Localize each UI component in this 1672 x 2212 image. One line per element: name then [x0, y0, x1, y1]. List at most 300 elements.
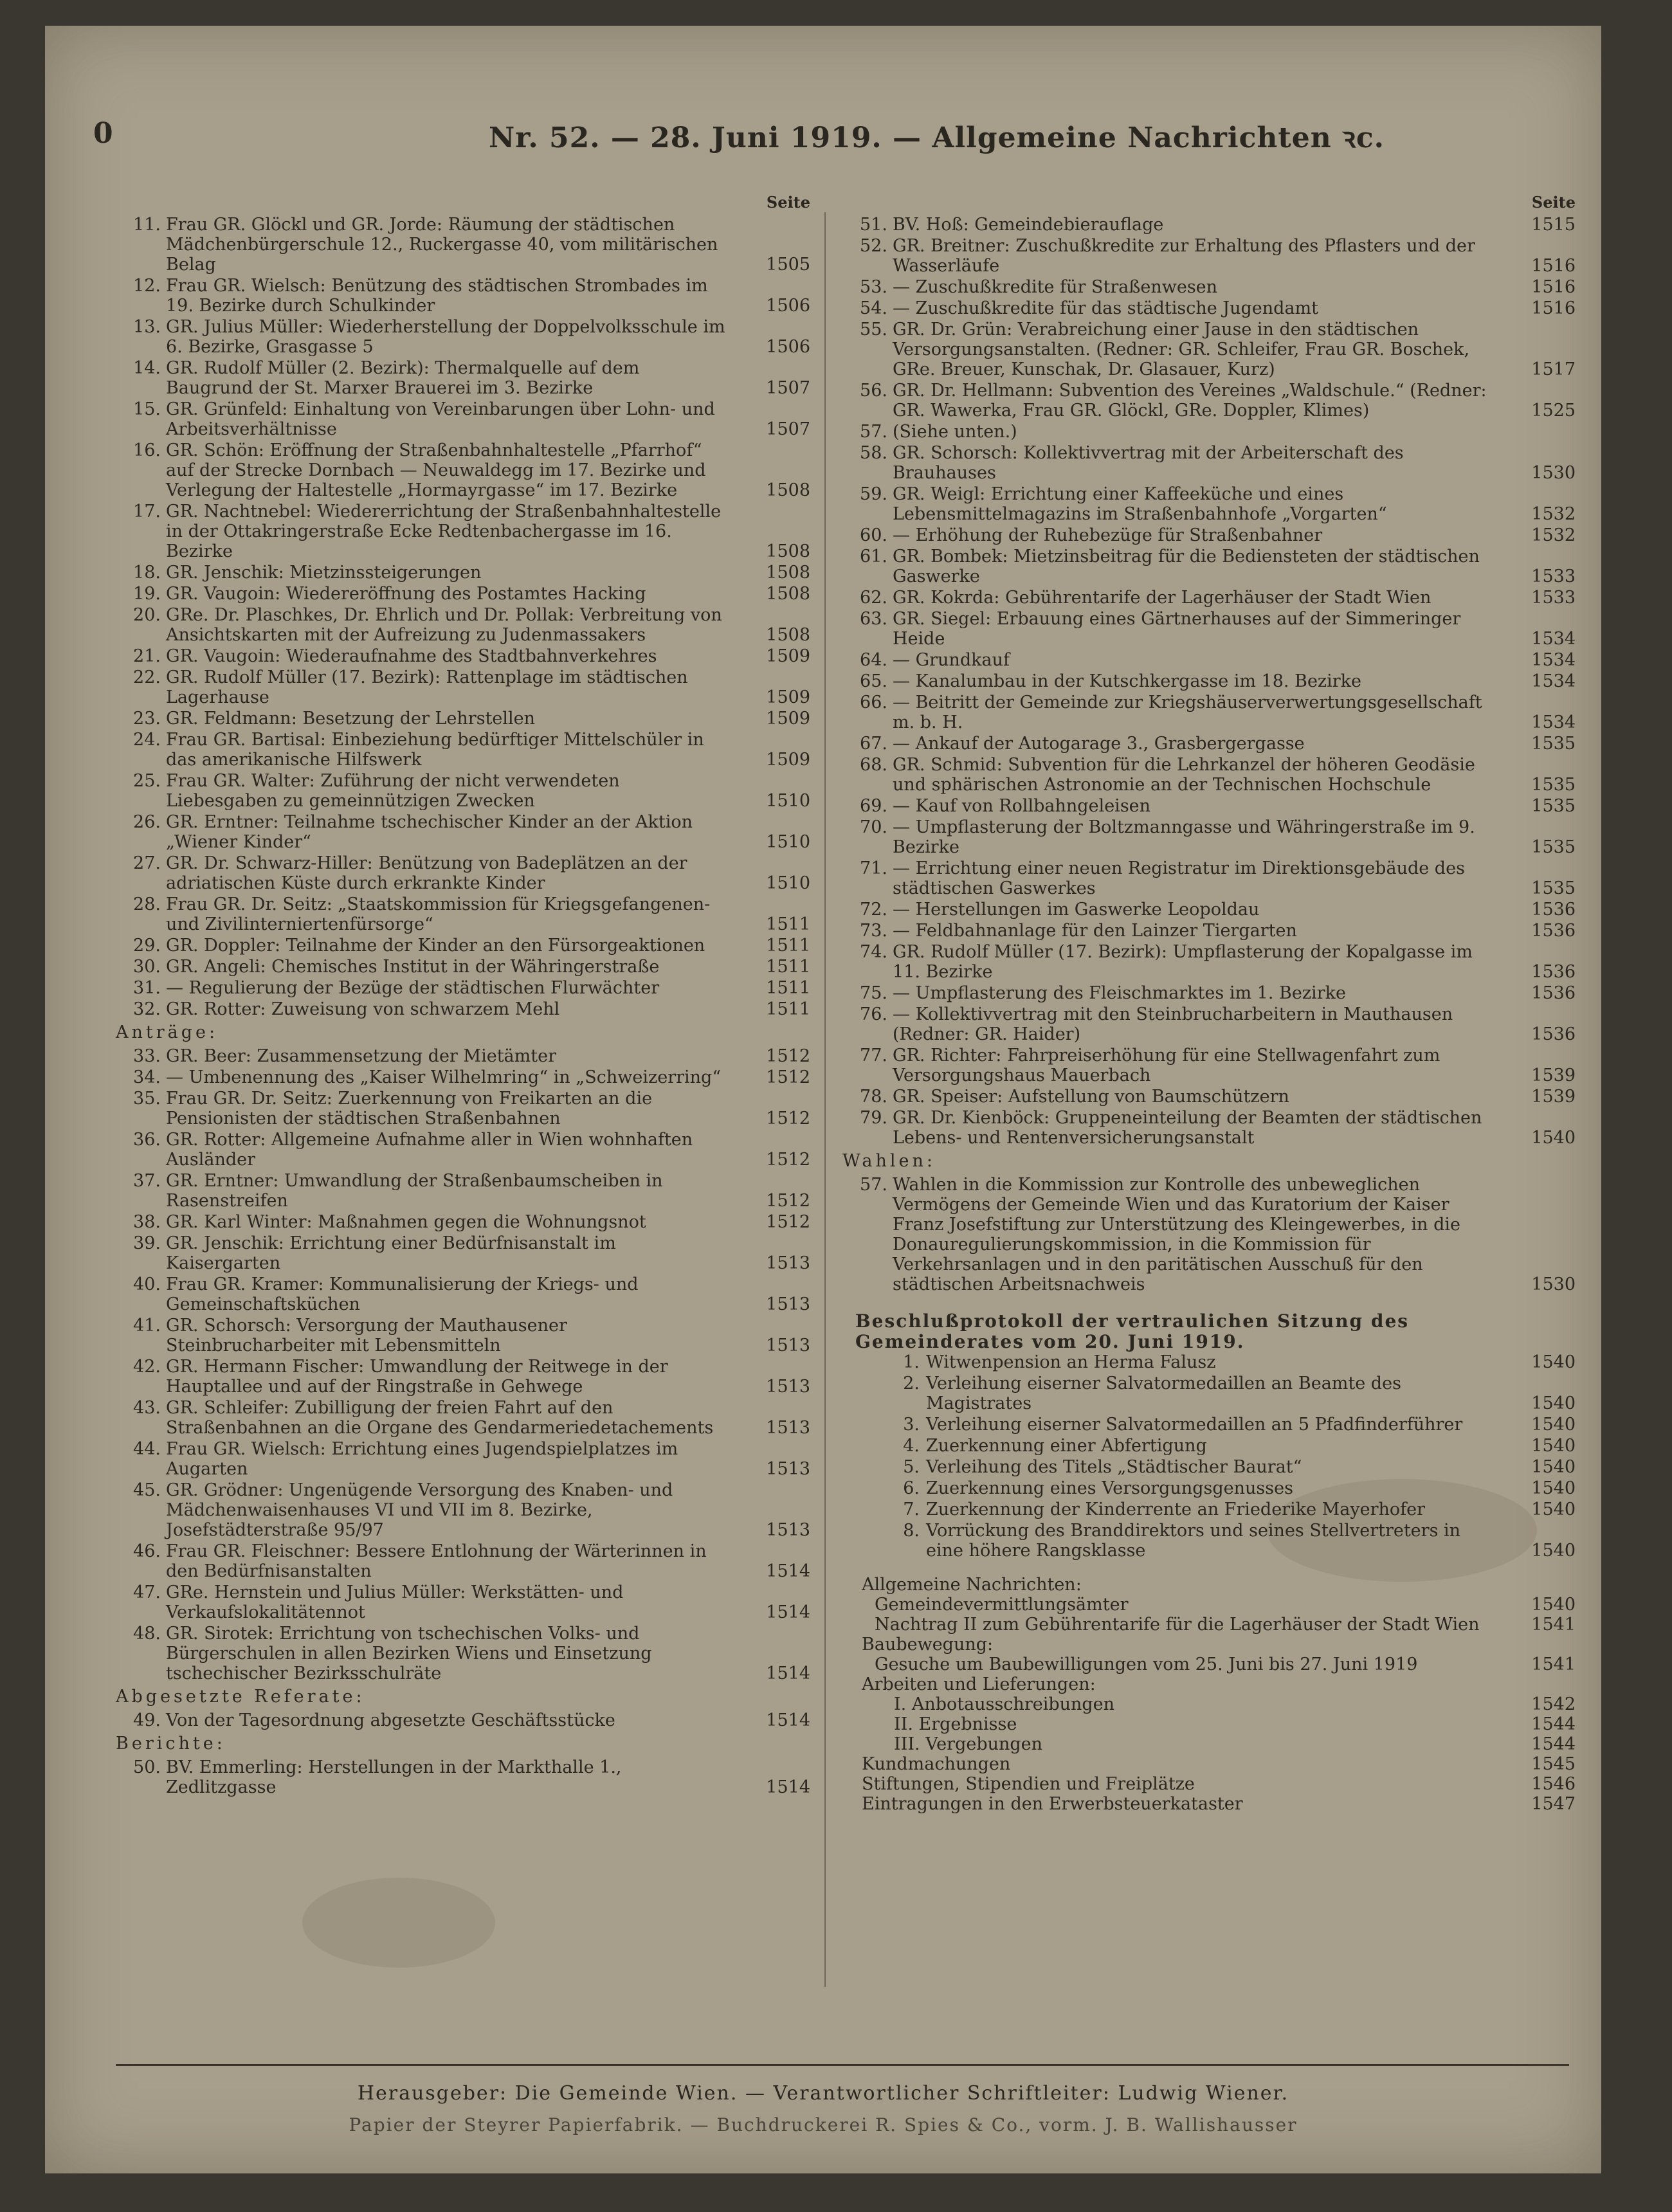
- entry-text: BV. Hoß: Gemeindebierauflage: [893, 215, 1164, 235]
- entry-page: 1510: [766, 832, 810, 852]
- footer-printer: Papier der Steyrer Papierfabrik. — Buchdruckerei R. Spies & Co., vorm. J. B. Wallishausser: [349, 2114, 1298, 2135]
- entry-page: 1506: [766, 296, 810, 316]
- entry-text: Frau GR. Fleischner: Bessere Entlohnung der Wärterinnen in den Bedürfnisanstalten: [166, 1541, 707, 1581]
- toc-entry: [116, 584, 810, 604]
- entry-page: 1514: [766, 1777, 810, 1797]
- misc-text: Baubewegung:: [862, 1635, 994, 1654]
- toc-entry: [842, 236, 1576, 276]
- entry-text: Vorrückung des Branddirektors und seines Stellvertreters in eine höhere Rangsklasse: [926, 1521, 1461, 1561]
- entry-page: 1510: [766, 873, 810, 893]
- resolution-heading: Beschlußprotokoll der vertraulichen Sitzung des Gemeinderates vom 20. Juni 1919.: [855, 1310, 1410, 1352]
- toc-entry: [842, 858, 1576, 898]
- toc-entry: [116, 1439, 810, 1479]
- entry-page: 1513: [766, 1253, 810, 1273]
- entry-page: 1530: [1531, 463, 1576, 483]
- entry-text: GR. Julius Müller: Wiederherstellung der Doppelvolksschule im 6. Bezirke, Grasgasse 5: [166, 317, 725, 357]
- toc-entry: [842, 1436, 1576, 1456]
- entry-page: 1508: [766, 480, 810, 500]
- entry-text: Frau GR. Wielsch: Benützung des städtischen Strombades im 19. Bezirke durch Schulkinder: [166, 276, 708, 316]
- toc-entry: [842, 671, 1576, 691]
- entry-page: 1508: [766, 563, 810, 583]
- entry-text: GR. Schön: Eröffnung der Straßenbahnhaltestelle „Pfarrhof“ auf der Strecke Dornbach — Neuwaldegg im 17. Bezirke und Verlegung der Haltestelle „Hormayrgasse“ im 17. Bezirke: [166, 440, 706, 500]
- toc-entry: [116, 646, 810, 666]
- toc-entry: [116, 667, 810, 707]
- misc-entry: [842, 1794, 1576, 1814]
- entry-page: 1536: [1531, 921, 1576, 941]
- toc-entry: [116, 1398, 810, 1438]
- entry-number: 14.: [133, 358, 161, 378]
- entry-number: 45.: [133, 1480, 161, 1500]
- toc-entry: [116, 1316, 810, 1355]
- misc-entry: [842, 1595, 1576, 1615]
- entry-page: 1509: [766, 750, 810, 770]
- entry-number: 57.: [860, 422, 887, 442]
- entry-text: GR. Rotter: Zuweisung von schwarzem Mehl: [166, 999, 560, 1019]
- entry-number: 25.: [133, 771, 161, 791]
- entry-number: 61.: [860, 547, 887, 567]
- entry-number: 41.: [133, 1316, 161, 1336]
- toc-entry: [116, 894, 810, 934]
- toc-entry: [116, 317, 810, 357]
- entry-number: 13.: [133, 317, 161, 337]
- entry-page: 1515: [1531, 215, 1576, 235]
- toc-entry: [842, 1500, 1576, 1519]
- toc-entry: [116, 440, 810, 500]
- entry-number: 71.: [860, 858, 887, 878]
- entry-text: GR. Grünfeld: Einhaltung von Vereinbarungen über Lohn- und Arbeitsverhältnisse: [166, 399, 715, 439]
- entry-page: 1512: [766, 1212, 810, 1232]
- toc-entry: [842, 1046, 1576, 1085]
- entry-page: 1534: [1531, 671, 1576, 691]
- entry-text: Frau GR. Glöckl und GR. Jorde: Räumung der städtischen Mädchenbürgerschule 12., Ruckergasse 40, vom militärischen Belag: [166, 215, 718, 275]
- entry-number: 3.: [903, 1415, 920, 1435]
- toc-entry: [842, 422, 1576, 442]
- entry-text: Frau GR. Walter: Zuführung der nicht verwendeten Liebesgaben zu gemeinnützigen Zwecken: [166, 771, 620, 811]
- toc-entry: [842, 1457, 1576, 1477]
- entry-page: 1512: [766, 1109, 810, 1129]
- section-head-wahlen: Wahlen:: [842, 1151, 936, 1171]
- toc-entry: [116, 605, 810, 645]
- entry-text: GR. Karl Winter: Maßnahmen gegen die Wohnungsnot: [166, 1212, 646, 1232]
- entry-page: 1540: [1531, 1415, 1576, 1435]
- entry-number: 36.: [133, 1130, 161, 1150]
- misc-page: 1547: [1531, 1794, 1576, 1814]
- entry-number: 39.: [133, 1233, 161, 1253]
- entry-page: 1513: [766, 1336, 810, 1355]
- entry-number: 11.: [133, 215, 161, 235]
- entry-page: 1540: [1531, 1478, 1576, 1498]
- entry-page: 1540: [1531, 1541, 1576, 1561]
- toc-entry: [116, 276, 810, 316]
- entry-page: 1513: [766, 1294, 810, 1314]
- entry-text: — Erhöhung der Ruhebezüge für Straßenbahner: [893, 525, 1323, 545]
- entry-text: — Herstellungen im Gaswerke Leopoldau: [893, 900, 1260, 920]
- misc-entry: [842, 1674, 1576, 1694]
- toc-entry: [116, 563, 810, 583]
- misc-text: Allgemeine Nachrichten:: [862, 1575, 1082, 1595]
- toc-entry: [842, 1521, 1576, 1561]
- toc-entry: [116, 1357, 810, 1397]
- entry-page: 1507: [766, 378, 810, 398]
- entry-text: Von der Tagesordnung abgesetzte Geschäftsstücke: [166, 1710, 615, 1730]
- entry-text: — Umbenennung des „Kaiser Wilhelmring“ in „Schweizerring“: [166, 1067, 722, 1087]
- entry-text: GR. Kokrda: Gebührentarife der Lagerhäuser der Stadt Wien: [893, 588, 1431, 608]
- misc-text: Nachtrag II zum Gebührentarife für die Lagerhäuser der Stadt Wien: [875, 1615, 1480, 1635]
- toc-entry: [116, 1067, 810, 1087]
- entry-page: 1514: [766, 1602, 810, 1622]
- misc-text: Eintragungen in den Erwerbsteuerkataster: [862, 1794, 1243, 1814]
- toc-entry: [842, 983, 1576, 1003]
- entry-number: 2.: [903, 1373, 920, 1393]
- entry-text: BV. Emmerling: Herstellungen in der Markthalle 1., Zedlitzgasse: [166, 1757, 622, 1797]
- misc-text: Stiftungen, Stipendien und Freiplätze: [862, 1774, 1195, 1794]
- entry-text: GR. Schorsch: Kollektivvertrag mit der Arbeiterschaft des Brauhauses: [893, 443, 1404, 483]
- entry-page: 1540: [1531, 1352, 1576, 1372]
- entry-number: 15.: [133, 399, 161, 419]
- toc-entry: [842, 525, 1576, 545]
- toc-entry: [116, 853, 810, 893]
- misc-page: 1545: [1531, 1754, 1576, 1774]
- toc-entry: [842, 1352, 1576, 1372]
- entry-number: 35.: [133, 1089, 161, 1109]
- entry-page: 1509: [766, 646, 810, 666]
- entry-text: — Grundkauf: [893, 650, 1010, 670]
- footer-rule: [116, 2064, 1569, 2066]
- entry-number: 32.: [133, 999, 161, 1019]
- entry-page: 1532: [1531, 504, 1576, 524]
- entry-text: Frau GR. Wielsch: Errichtung eines Jugendspielplatzes im Augarten: [166, 1439, 678, 1479]
- toc-entry: [842, 298, 1576, 318]
- entry-number: 63.: [860, 609, 887, 629]
- entry-text: GR. Schleifer: Zubilligung der freien Fahrt auf den Straßenbahnen an die Organe des Gendarmeriedetachements: [166, 1398, 714, 1438]
- misc-list: [842, 1575, 1576, 1814]
- right-entry-list: [842, 215, 1576, 1148]
- entry-page: 1535: [1531, 775, 1576, 795]
- misc-page: 1544: [1531, 1714, 1576, 1734]
- entry-page: 1509: [766, 709, 810, 729]
- toc-entry: [842, 650, 1576, 670]
- misc-entry: [842, 1714, 1576, 1734]
- entry-page: 1514: [766, 1561, 810, 1581]
- entry-number: 29.: [133, 936, 161, 956]
- entry-number: 12.: [133, 276, 161, 296]
- entry-page: 1514: [766, 1710, 810, 1730]
- entry-page: 1530: [1531, 1274, 1576, 1294]
- entry-text: GR. Rudolf Müller (17. Bezirk): Rattenplage im städtischen Lagerhause: [166, 667, 688, 707]
- berichte-list: [116, 1757, 810, 1797]
- entry-text: GR. Schorsch: Versorgung der Mauthausener Steinbrucharbeiter mit Lebensmitteln: [166, 1316, 567, 1355]
- entry-page: 1539: [1531, 1087, 1576, 1107]
- entry-number: 59.: [860, 484, 887, 504]
- entry-number: 22.: [133, 667, 161, 687]
- entry-page: 1512: [766, 1191, 810, 1211]
- entry-text: — Umpflasterung der Boltzmanngasse und Währingerstraße im 9. Bezirke: [893, 817, 1475, 857]
- misc-text: III. Vergebungen: [894, 1734, 1043, 1754]
- entry-number: 54.: [860, 298, 887, 318]
- entry-page: 1512: [766, 1067, 810, 1087]
- entry-text: GR. Bombek: Mietzinsbeitrag für die Bediensteten der städtischen Gaswerke: [893, 547, 1480, 586]
- entry-page: 1513: [766, 1377, 810, 1397]
- entry-text: GR. Hermann Fischer: Umwandlung der Reitwege in der Hauptallee und auf der Ringstraße in Gehwege: [166, 1357, 668, 1397]
- entry-text: GR. Jenschik: Errichtung einer Bedürfnisanstalt im Kaisergarten: [166, 1233, 616, 1273]
- entry-number: 42.: [133, 1357, 161, 1377]
- entry-text: Witwenpension an Herma Falusz: [926, 1352, 1216, 1372]
- toc-entry: [842, 1373, 1576, 1413]
- entry-page: 1508: [766, 625, 810, 645]
- entry-number: 49.: [133, 1710, 161, 1730]
- section-head-antraege: Anträge:: [116, 1022, 219, 1042]
- entry-text: (Siehe unten.): [893, 422, 1017, 442]
- entry-number: 8.: [903, 1521, 920, 1541]
- entry-text: GR. Beer: Zusammensetzung der Mietämter: [166, 1046, 556, 1066]
- entry-page: 1536: [1531, 962, 1576, 982]
- entry-number: 4.: [903, 1436, 920, 1456]
- entry-text: GR. Erntner: Teilnahme tschechischer Kinder an der Aktion „Wiener Kinder“: [166, 812, 693, 852]
- entry-text: Verleihung des Titels „Städtischer Baurat“: [926, 1457, 1302, 1477]
- left-entry-list: [116, 215, 810, 1019]
- entry-text: GR. Jenschik: Mietzinssteigerungen: [166, 563, 482, 583]
- toc-entry: [116, 1757, 810, 1797]
- toc-entry: [842, 1478, 1576, 1498]
- entry-page: 1533: [1531, 567, 1576, 586]
- entry-number: 38.: [133, 1212, 161, 1232]
- toc-entry: [116, 936, 810, 956]
- entry-page: 1534: [1531, 712, 1576, 732]
- entry-number: 53.: [860, 277, 887, 297]
- entry-number: 24.: [133, 730, 161, 750]
- entry-page: 1511: [766, 914, 810, 934]
- misc-entry: [842, 1635, 1576, 1654]
- toc-entry: [116, 957, 810, 977]
- entry-page: 1534: [1531, 629, 1576, 649]
- entry-page: 1513: [766, 1459, 810, 1479]
- entry-page: 1516: [1531, 298, 1576, 318]
- entry-number: 16.: [133, 440, 161, 460]
- entry-page: 1511: [766, 978, 810, 998]
- toc-entry: [116, 709, 810, 729]
- entry-text: — Kollektivvertrag mit den Steinbrucharbeitern in Mauthausen (Redner: GR. Haider): [893, 1004, 1453, 1044]
- entry-text: GR. Speiser: Aufstellung von Baumschützern: [893, 1087, 1289, 1107]
- entry-number: 79.: [860, 1108, 887, 1128]
- entry-text: GRe. Hernstein und Julius Müller: Werkstätten- und Verkaufslokalitätennot: [166, 1582, 624, 1622]
- toc-entry: [116, 1046, 810, 1066]
- entry-text: — Kauf von Rollbahngeleisen: [893, 796, 1151, 816]
- entry-number: 51.: [860, 215, 887, 235]
- entry-text: — Feldbahnanlage für den Lainzer Tiergarten: [893, 921, 1297, 941]
- entry-number: 78.: [860, 1087, 887, 1107]
- toc-entry: [842, 693, 1576, 732]
- entry-number: 68.: [860, 755, 887, 775]
- entry-text: Verleihung eiserner Salvatormedaillen an Beamte des Magistrates: [926, 1373, 1401, 1413]
- entry-text: GR. Grödner: Ungenügende Versorgung des Knaben- und Mädchenwaisenhauses VI und VII im 8. Bezirke, Josefstädterstraße 95/97: [166, 1480, 673, 1540]
- entry-text: — Zuschußkredite für Straßenwesen: [893, 277, 1218, 297]
- entry-text: Zuerkennung einer Abfertigung: [926, 1436, 1207, 1456]
- toc-entry: [116, 1274, 810, 1314]
- misc-page: 1540: [1531, 1595, 1576, 1615]
- toc-entry: [116, 1624, 810, 1683]
- entry-page: 1517: [1531, 359, 1576, 379]
- entry-number: 65.: [860, 671, 887, 691]
- entry-page: 1505: [766, 255, 810, 275]
- toc-entry: [842, 1087, 1576, 1107]
- abgesetzte-list: [116, 1710, 810, 1730]
- misc-text: II. Ergebnisse: [894, 1714, 1017, 1734]
- entry-text: GR. Feldmann: Besetzung der Lehrstellen: [166, 709, 536, 729]
- entry-text: GR. Angeli: Chemisches Institut in der Währingerstraße: [166, 957, 660, 977]
- misc-entry: [842, 1774, 1576, 1794]
- entry-page: 1535: [1531, 878, 1576, 898]
- toc-entry: [116, 358, 810, 398]
- entry-text: Frau GR. Kramer: Kommunalisierung der Kriegs- und Gemeinschaftsküchen: [166, 1274, 639, 1314]
- misc-entry: [842, 1734, 1576, 1754]
- entry-number: 57.: [860, 1175, 887, 1195]
- toc-entry: [116, 1089, 810, 1129]
- misc-entry: [842, 1654, 1576, 1674]
- entry-text: GR. Dr. Hellmann: Subvention des Vereines „Waldschule.“ (Redner: GR. Wawerka, Frau GR. Glöckl, GRe. Doppler, Klimes): [893, 381, 1487, 421]
- entry-text: GR. Doppler: Teilnahme der Kinder an den Fürsorgeaktionen: [166, 936, 705, 956]
- entry-text: Wahlen in die Kommission zur Kontrolle des unbeweglichen Vermögens der Gemeinde Wien und das Kuratorium der Kaiser Franz Josefstiftung zur Unterstützung des Kleingewerbes, in die Donauregulierungskommission, in die Kommission für Verkehrsanlagen und in den paritätischen Ausschuß für den städtischen Arbeitsnachweis: [893, 1175, 1461, 1294]
- toc-entry: [116, 1171, 810, 1211]
- entry-text: GR. Rudolf Müller (17. Bezirk): Umpflasterung der Kopalgasse im 11. Bezirke: [893, 942, 1473, 982]
- toc-entry: [116, 771, 810, 811]
- toc-entry: [842, 921, 1576, 941]
- footer-publisher: Herausgeber: Die Gemeinde Wien. — Verantwortlicher Schriftleiter: Ludwig Wiener.: [357, 2082, 1289, 2105]
- entry-page: 1539: [1531, 1065, 1576, 1085]
- entry-page: 1510: [766, 791, 810, 811]
- toc-entry: [842, 796, 1576, 816]
- entry-page: 1540: [1531, 1393, 1576, 1413]
- toc-entry: [842, 547, 1576, 586]
- section-head-berichte: Berichte:: [116, 1734, 226, 1754]
- toc-entry: [842, 1175, 1576, 1294]
- entry-page: 1540: [1531, 1500, 1576, 1519]
- toc-entry: [842, 1415, 1576, 1435]
- misc-text: Arbeiten und Lieferungen:: [862, 1674, 1096, 1694]
- toc-entry: [842, 443, 1576, 483]
- entry-number: 62.: [860, 588, 887, 608]
- entry-number: 70.: [860, 817, 887, 837]
- newspaper-page: [45, 26, 1601, 2173]
- entry-number: 40.: [133, 1274, 161, 1294]
- entry-text: Frau GR. Bartisal: Einbeziehung bedürftiger Mittelschüler in das amerikanische Hilfswerk: [166, 730, 704, 770]
- entry-number: 7.: [903, 1500, 920, 1519]
- entry-number: 6.: [903, 1478, 920, 1498]
- toc-entry: [842, 320, 1576, 379]
- entry-text: Zuerkennung der Kinderrente an Friederike Mayerhofer: [926, 1500, 1426, 1519]
- toc-entry: [116, 999, 810, 1019]
- toc-entry: [842, 215, 1576, 235]
- entry-number: 56.: [860, 381, 887, 401]
- entry-text: GRe. Dr. Plaschkes, Dr. Ehrlich und Dr. Pollak: Verbreitung von Ansichtskarten mit der Aufreizung zu Judenmassakers: [166, 605, 722, 645]
- entry-page: 1535: [1531, 796, 1576, 816]
- entry-number: 43.: [133, 1398, 161, 1418]
- misc-entry: [842, 1694, 1576, 1714]
- entry-text: Frau GR. Dr. Seitz: „Staatskommission für Kriegsgefangenen- und Zivilinterniertenfürsorge“: [166, 894, 711, 934]
- toc-entry: [116, 978, 810, 998]
- entry-text: Frau GR. Dr. Seitz: Zuerkennung von Freikarten an die Pensionisten der städtischen Straßenbahnen: [166, 1089, 653, 1129]
- toc-entry: [116, 1480, 810, 1540]
- entry-number: 34.: [133, 1067, 161, 1087]
- entry-page: 1534: [1531, 650, 1576, 670]
- entry-page: 1516: [1531, 277, 1576, 297]
- entry-text: GR. Weigl: Errichtung einer Kaffeeküche und eines Lebensmittelmagazins im Straßenbahnhofe „Vorgarten“: [893, 484, 1387, 524]
- running-head: Nr. 52. — 28. Juni 1919. — Allgemeine Nachrichten ꝛc.: [489, 122, 1385, 154]
- toc-entry: [116, 1130, 810, 1170]
- toc-entry: [842, 755, 1576, 795]
- toc-entry: [842, 1004, 1576, 1044]
- toc-entry: [842, 817, 1576, 857]
- right-column: [842, 193, 1576, 1814]
- wahlen-list: [842, 1175, 1576, 1294]
- entry-page: 1535: [1531, 837, 1576, 857]
- entry-page: 1514: [766, 1664, 810, 1683]
- entry-page: 1536: [1531, 900, 1576, 920]
- misc-entry: [842, 1754, 1576, 1774]
- entry-number: 67.: [860, 734, 887, 754]
- toc-entry: [116, 1710, 810, 1730]
- entry-page: 1535: [1531, 734, 1576, 754]
- entry-number: 73.: [860, 921, 887, 941]
- toc-entry: [842, 588, 1576, 608]
- misc-page: 1544: [1531, 1734, 1576, 1754]
- toc-entry: [842, 900, 1576, 920]
- misc-page: 1542: [1531, 1694, 1576, 1714]
- toc-entry: [116, 215, 810, 275]
- entry-number: 20.: [133, 605, 161, 625]
- entry-number: 50.: [133, 1757, 161, 1777]
- entry-number: 31.: [133, 978, 161, 998]
- entry-number: 77.: [860, 1046, 887, 1065]
- entry-number: 23.: [133, 709, 161, 729]
- entry-text: — Regulierung der Bezüge der städtischen Flurwächter: [166, 978, 660, 998]
- entry-text: GR. Dr. Schwarz-Hiller: Benützung von Badeplätzen an der adriatischen Küste durch erkrankte Kinder: [166, 853, 687, 893]
- entry-number: 37.: [133, 1171, 161, 1191]
- entry-number: 30.: [133, 957, 161, 977]
- entry-number: 72.: [860, 900, 887, 920]
- misc-entry: [842, 1615, 1576, 1635]
- entry-text: GR. Vaugoin: Wiedereröffnung des Postamtes Hacking: [166, 584, 646, 604]
- entry-number: 18.: [133, 563, 161, 583]
- toc-entry: [116, 1582, 810, 1622]
- misc-text: Gesuche um Baubewilligungen vom 25. Juni bis 27. Juni 1919: [875, 1654, 1418, 1674]
- misc-page: 1546: [1531, 1774, 1576, 1794]
- toc-entry: [116, 1541, 810, 1581]
- misc-page: 1541: [1531, 1615, 1576, 1635]
- entry-text: GR. Dr. Grün: Verabreichung einer Jause in den städtischen Versorgungsanstalten. (Redner: GR. Schleifer, Frau GR. Boschek, GRe. Breuer, Kunschak, Dr. Glasauer, Kurz): [893, 320, 1470, 379]
- entry-number: 1.: [903, 1352, 920, 1372]
- entry-text: GR. Sirotek: Errichtung von tschechischen Volks- und Bürgerschulen in allen Bezirken Wiens und Einsetzung tschechischer Bezirksschulräte: [166, 1624, 652, 1683]
- entry-page: 1512: [766, 1046, 810, 1066]
- entry-text: GR. Vaugoin: Wiederaufnahme des Stadtbahnverkehres: [166, 646, 657, 666]
- entry-text: — Zuschußkredite für das städtische Jugendamt: [893, 298, 1318, 318]
- entry-number: 66.: [860, 693, 887, 712]
- antraege-list: [116, 1046, 810, 1683]
- entry-page: 1540: [1531, 1436, 1576, 1456]
- entry-text: GR. Siegel: Erbauung eines Gärtnerhauses auf der Simmeringer Heide: [893, 609, 1461, 649]
- resolution-list: [842, 1352, 1576, 1561]
- entry-page: 1511: [766, 957, 810, 977]
- entry-number: 55.: [860, 320, 887, 340]
- entry-page: 1540: [1531, 1128, 1576, 1148]
- toc-entry: [842, 277, 1576, 297]
- column-divider: [824, 212, 826, 1987]
- entry-page: 1511: [766, 999, 810, 1019]
- entry-number: 74.: [860, 942, 887, 962]
- entry-page: 1508: [766, 541, 810, 561]
- entry-number: 17.: [133, 502, 161, 521]
- misc-text: I. Anbotausschreibungen: [894, 1694, 1115, 1714]
- entry-text: — Beitritt der Gemeinde zur Kriegshäuserverwertungsgesellschaft m. b. H.: [893, 693, 1482, 732]
